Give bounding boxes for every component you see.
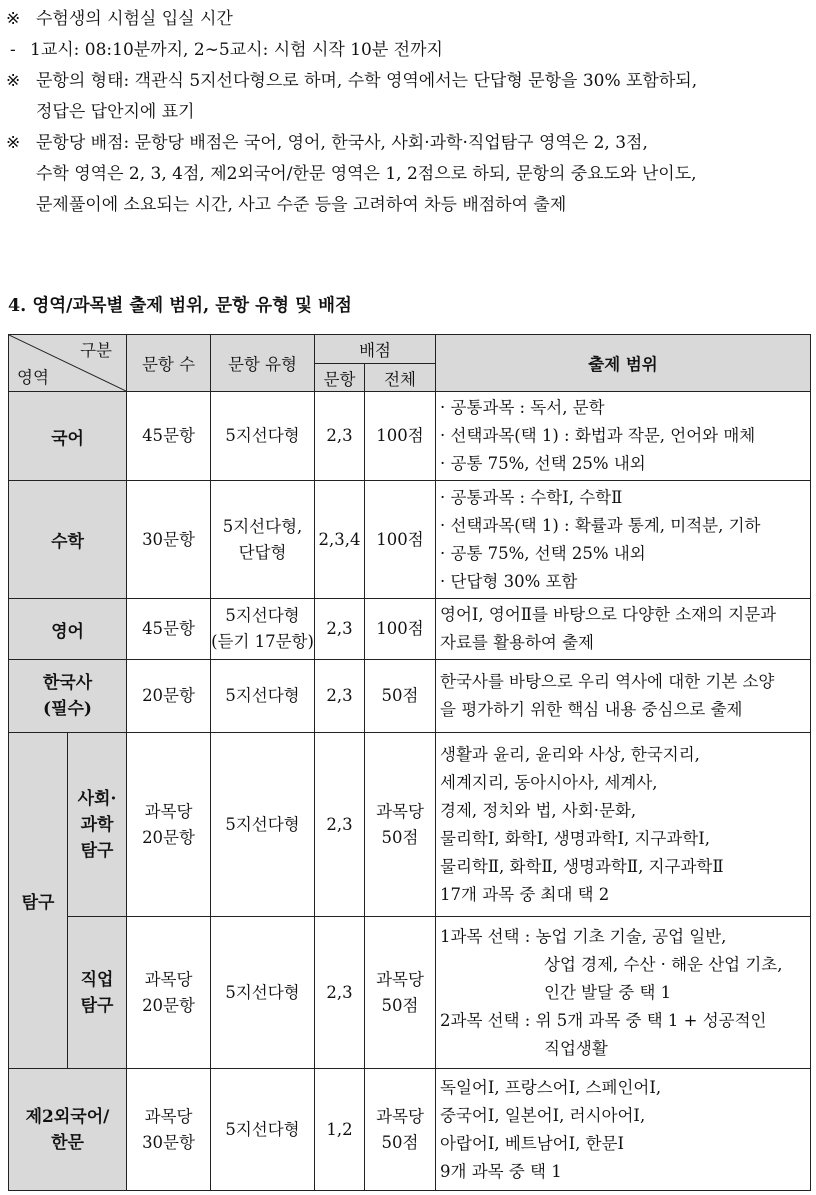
note-text-continued: 문제풀이에 소요되는 시간, 사고 수준 등을 고려하여 차등 배점하여 출제 — [36, 195, 567, 215]
count-cell — [127, 917, 211, 1069]
count-line: 20문항 — [142, 995, 195, 1015]
sub-area-line: 탐구 — [80, 840, 114, 861]
header-range: 출제 범위 — [436, 335, 811, 392]
count-line: 30문항 — [142, 1132, 195, 1152]
count-cell: 30문항 — [127, 481, 211, 599]
area-line: 한국사 — [42, 673, 93, 693]
range-line: · 공통 75%, 선택 25% 내외 — [440, 543, 646, 563]
score-item-cell: 2,3,4 — [315, 481, 365, 599]
type-line: 5지선다형, — [222, 516, 303, 536]
range-line: 9개 과목 중 택 1 — [440, 1161, 562, 1181]
type-cell — [211, 481, 315, 599]
range-line: 한국사를 바탕으로 우리 역사에 대한 기본 소양 — [440, 672, 775, 691]
area-second-language — [9, 1069, 127, 1191]
range-line: 물리학Ⅱ, 화학Ⅱ, 생명과학Ⅱ, 지구과학Ⅱ — [440, 856, 724, 876]
header-score-item: 문항 — [315, 364, 365, 392]
sub-area-vocational — [68, 917, 127, 1069]
area-math: 수학 — [9, 481, 127, 599]
range-line: · 선택과목(택 1) : 확률과 통계, 미적분, 기하 — [440, 515, 761, 535]
count-line: 과목당 — [144, 969, 193, 989]
type-line: 단답형 — [238, 542, 287, 562]
score-total-cell — [365, 1069, 436, 1191]
range-cell — [436, 481, 811, 599]
table-row-history — [9, 660, 811, 733]
sub-area-line: 사회· — [77, 788, 117, 809]
range-line: 세계지리, 동아시아사, 세계사, — [440, 772, 658, 792]
exam-scope-table — [8, 334, 811, 1191]
score-total-cell: 100점 — [365, 481, 436, 599]
total-line: 과목당 — [376, 1106, 424, 1126]
range-cell — [436, 1069, 811, 1191]
count-line: 20문항 — [142, 827, 195, 847]
type-line: 5지선다형 — [225, 606, 300, 625]
note-admission — [6, 4, 810, 35]
range-line: 직업생활 — [544, 1038, 608, 1058]
area-line: (필수) — [43, 699, 92, 719]
range-line: · 선택과목(택 1) : 화법과 작문, 언어와 매체 — [440, 426, 756, 445]
note-text: 문항의 형태: 객관식 5지선다형으로 하며, 수학 영역에서는 단답형 문항을 30% 포함하되, — [36, 71, 698, 91]
note-question-form — [6, 66, 810, 97]
table-row-vocational-inquiry — [9, 917, 811, 1069]
total-line: 50점 — [381, 1132, 419, 1152]
header-area-label: 영역 — [17, 368, 49, 387]
section-heading: 4. 영역/과목별 출제 범위, 문항 유형 및 배점 — [8, 296, 352, 316]
score-item-cell: 2,3 — [315, 392, 365, 481]
type-cell — [211, 599, 315, 660]
score-total-cell: 50점 — [365, 660, 436, 733]
count-line: 과목당 — [144, 1106, 193, 1126]
note-text-continued: 수학 영역은 2, 3, 4점, 제2외국어/한문 영역은 1, 2점으로 하되, 문항의 중요도와 난이도, — [36, 164, 697, 184]
note-text: 1교시: 08:10분까지, 2∼5교시: 시험 시작 10분 전까지 — [30, 40, 443, 60]
table-row-english — [9, 599, 811, 660]
total-line: 50점 — [381, 827, 419, 847]
count-cell: 20문항 — [127, 660, 211, 733]
total-line: 과목당 — [376, 969, 424, 989]
sub-area-line: 직업 — [80, 969, 114, 990]
sub-area-line: 과학 — [80, 814, 114, 835]
range-line: · 공통과목 : 독서, 문학 — [440, 398, 605, 417]
table-row-second-language — [9, 1069, 811, 1191]
range-line: 독일어Ⅰ, 프랑스어Ⅰ, 스페인어Ⅰ, — [440, 1077, 662, 1097]
header-score-total: 전체 — [365, 364, 436, 392]
range-line: 인간 발달 중 택 1 — [544, 982, 672, 1002]
range-line: · 공통과목 : 수학Ⅰ, 수학Ⅱ — [440, 487, 623, 507]
sub-area-line: 탐구 — [80, 995, 114, 1016]
count-cell — [127, 1069, 211, 1191]
note-mark: ※ — [6, 71, 21, 91]
score-item-cell: 1,2 — [315, 1069, 365, 1191]
note-scoring — [6, 128, 810, 159]
sub-area-social-science — [68, 733, 127, 917]
type-cell: 5지선다형 — [211, 733, 315, 917]
type-cell: 5지선다형 — [211, 660, 315, 733]
range-cell — [436, 660, 811, 733]
range-line: 영어Ⅰ, 영어Ⅱ를 바탕으로 다양한 소재의 지문과 — [440, 605, 777, 624]
range-line: · 단답형 30% 포함 — [440, 571, 578, 591]
header-corner-cell — [9, 335, 127, 392]
range-line: 중국어Ⅰ, 일본어Ⅰ, 러시아어Ⅰ, — [440, 1105, 646, 1125]
range-line: · 공통 75%, 선택 25% 내외 — [440, 454, 646, 473]
total-line: 50점 — [381, 995, 419, 1015]
range-cell — [436, 599, 811, 660]
type-cell: 5지선다형 — [211, 1069, 315, 1191]
score-item-cell: 2,3 — [315, 660, 365, 733]
note-dash: - — [10, 40, 16, 60]
range-line: 아랍어Ⅰ, 베트남어Ⅰ, 한문Ⅰ — [440, 1133, 624, 1153]
range-line: 상업 경제, 수산 · 해운 산업 기초, — [544, 954, 783, 974]
table-row-math — [9, 481, 811, 599]
header-score: 배점 — [315, 335, 436, 364]
note-text: 수험생의 시험실 입실 시간 — [36, 9, 233, 29]
note-text-continued: 정답은 답안지에 표기 — [36, 102, 195, 122]
range-line: 경제, 정치와 법, 사회·문화, — [440, 800, 637, 820]
range-line: 17개 과목 중 최대 택 2 — [440, 884, 610, 904]
score-total-cell: 100점 — [365, 599, 436, 660]
table-row-social-science-inquiry — [9, 733, 811, 917]
range-line: 물리학Ⅰ, 화학Ⅰ, 생명과학Ⅰ, 지구과학Ⅰ, — [440, 828, 711, 848]
range-cell — [436, 733, 811, 917]
count-cell — [127, 733, 211, 917]
range-line: 자료를 활용하여 출제 — [440, 633, 594, 652]
notes-section — [6, 4, 810, 221]
type-cell: 5지선다형 — [211, 917, 315, 1069]
area-inquiry: 탐구 — [9, 733, 68, 1069]
score-total-cell: 100점 — [365, 392, 436, 481]
score-item-cell: 2,3 — [315, 917, 365, 1069]
range-line: 1과목 선택 : 농업 기초 기술, 공업 일반, — [440, 926, 727, 946]
count-line: 과목당 — [144, 801, 193, 821]
header-type: 문항 유형 — [211, 335, 315, 392]
score-item-cell: 2,3 — [315, 733, 365, 917]
area-english: 영어 — [9, 599, 127, 660]
total-line: 과목당 — [376, 801, 424, 821]
note-admission-times — [6, 35, 810, 66]
area-korean: 국어 — [9, 392, 127, 481]
area-history — [9, 660, 127, 733]
range-line: 을 평가하기 위한 핵심 내용 중심으로 출제 — [440, 700, 743, 719]
score-item-cell: 2,3 — [315, 599, 365, 660]
header-category-label: 구분 — [80, 341, 112, 360]
range-cell — [436, 917, 811, 1069]
note-mark: ※ — [6, 133, 21, 153]
count-cell: 45문항 — [127, 392, 211, 481]
area-line: 한문 — [51, 1132, 84, 1153]
table-row-korean — [9, 392, 811, 481]
type-line: (듣기 17문항) — [211, 632, 314, 651]
range-line: 생활과 윤리, 윤리와 사상, 한국지리, — [440, 744, 700, 764]
count-cell: 45문항 — [127, 599, 211, 660]
header-count: 문항 수 — [127, 335, 211, 392]
score-total-cell — [365, 733, 436, 917]
range-cell — [436, 392, 811, 481]
type-cell: 5지선다형 — [211, 392, 315, 481]
area-line: 제2외국어/ — [25, 1106, 110, 1127]
note-text: 문항당 배점: 문항당 배점은 국어, 영어, 한국사, 사회·과학·직업탐구 영역은 2, 3점, — [36, 133, 648, 153]
range-line: 2과목 선택 : 위 5개 과목 중 택 1 + 성공적인 — [440, 1010, 767, 1030]
score-total-cell — [365, 917, 436, 1069]
note-mark: ※ — [6, 9, 21, 29]
